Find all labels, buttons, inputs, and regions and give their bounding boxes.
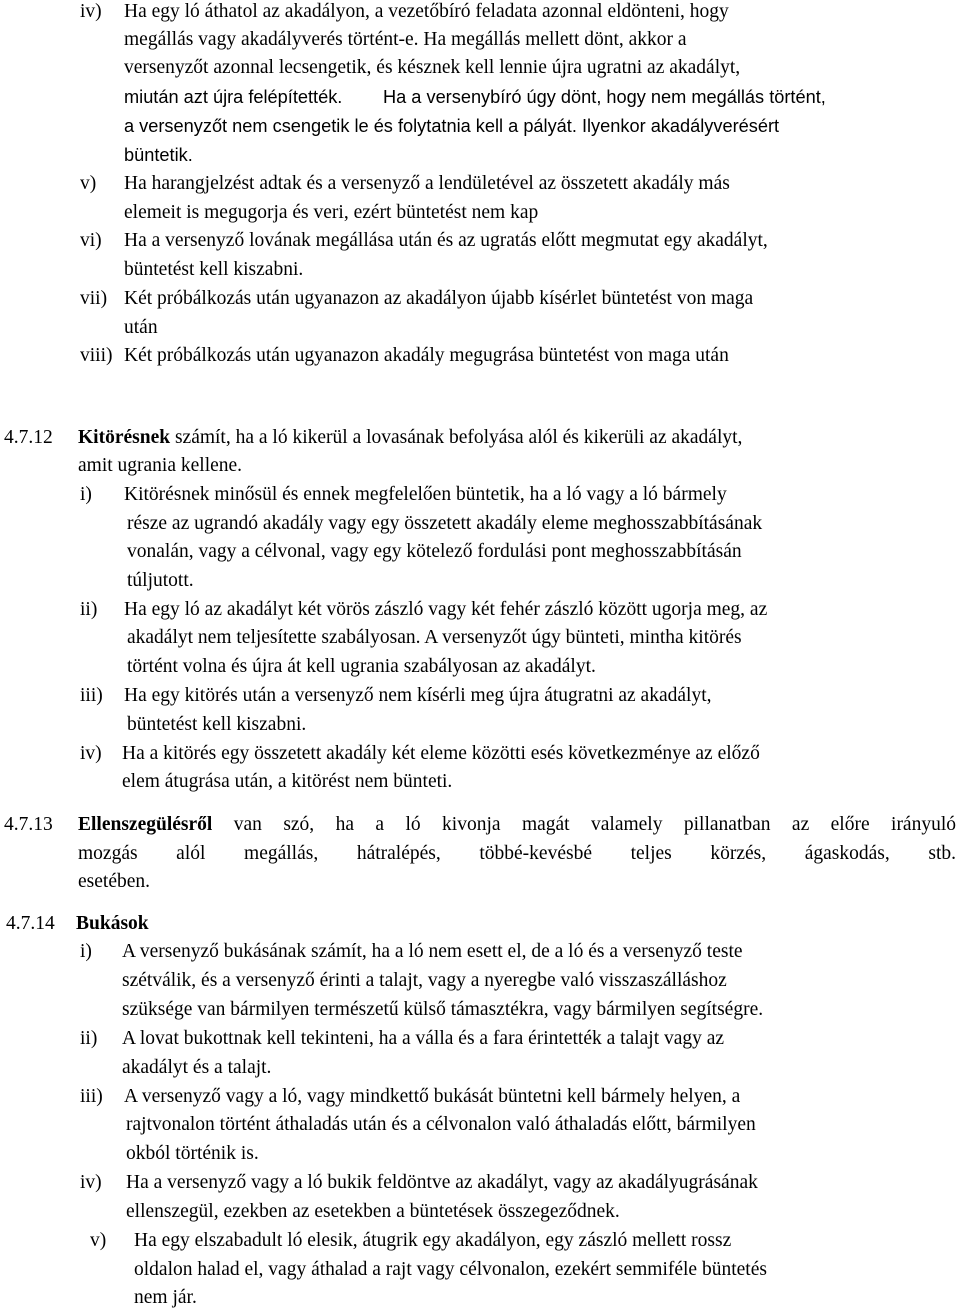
list-label: i) [80,941,92,962]
list-item-text: történt volna és újra át kell ugrania szabályosan az akadályt. [127,656,596,677]
list-label: ii) [80,1028,98,1049]
list-item-text: nem jár. [134,1287,197,1308]
list-item-text: vonalán, vagy a célvonal, vagy egy kötelező fordulási pont meghosszabbításán [127,541,742,562]
list-item-text: Ha a versenyző lovának megállása után és az ugratás előtt megmutat egy akadályt, [124,230,768,251]
list-label: iv) [80,1,102,22]
section-term: Kitörésnek [78,427,171,448]
list-item-text: büntetik. [124,145,193,165]
list-item-text: Ha a kitörés egy összetett akadály két eleme közötti esés következménye az előző [122,743,760,764]
list-item-text: Ha egy elszabadult ló elesik, átugrik egy akadályon, egy zászló mellett rossz [134,1230,732,1251]
section-text: mozgás alól megállás, hátralépés, többé-kevésbé teljes körzés, ágaskodás, stb. [78,843,956,864]
section-intro-text: amit ugrania kellene. [78,455,243,476]
list-item-text: A versenyző vagy a ló, vagy mindkettő bukását büntetni kell bármely helyen, a [124,1086,741,1107]
section-term: Ellenszegülésről [78,814,213,835]
list-item-text: megállás vagy akadályverés történt-e. Ha megállás mellett dönt, akkor a [124,29,687,50]
list-item-text: Ha egy ló áthatol az akadályon, a vezetőbíró feladata azonnal eldönteni, hogy [124,1,729,22]
list-item-text: okból történik is. [126,1143,259,1164]
list-item-text: Kitörésnek minősül és ennek megfelelően büntetik, ha a ló vagy a ló bármely [124,484,727,505]
list-item-text: büntetést kell kiszabni. [124,259,304,280]
list-item-text: A versenyző bukásának számít, ha a ló nem esett el, de a ló és a versenyző teste [122,941,743,962]
list-item-text: szétválik, és a versenyző érinti a talajt, vagy a nyeregbe való visszaszálláshoz [122,970,727,991]
list-item-text: elemeit is megugorja és veri, ezért büntetést nem kap [124,202,539,223]
section-number: 4.7.13 [4,814,53,835]
list-item-text: szüksége van bármilyen természetű külső támasztékra, vagy bármilyen segítségre. [122,999,764,1020]
list-label: iii) [80,685,103,706]
list-label: v) [80,173,97,194]
list-label: ii) [80,599,98,620]
list-label: iii) [80,1086,103,1107]
list-item-text: a versenyzőt nem csengetik le és folytatnia kell a pályát. Ilyenkor akadályverésért [124,116,780,136]
list-item-text: része az ugrandó akadály vagy egy összetett akadály eleme meghosszabbításának [127,513,763,534]
list-label: iv) [80,1172,102,1193]
section-intro [78,424,742,452]
list-item-text: Ha egy kitörés után a versenyző nem kísérli meg újra átugratni az akadályt, [124,685,712,706]
list-item-text: Két próbálkozás után ugyanazon akadály megugrása büntetést von maga után [124,345,729,366]
list-item-text: Ha a versenybíró úgy dönt, hogy nem megállás történt, [383,87,826,107]
list-item-text: akadályt nem teljesítette szabályosan. A versenyzőt úgy bünteti, mintha kitörés [127,627,742,648]
list-item-text: rajtvonalon történt áthaladás után és a célvonalon való áthaladás előtt, bármilyen [126,1114,756,1135]
list-label: v) [90,1230,107,1251]
section-text: esetében. [78,871,151,892]
list-label: viii) [80,345,113,366]
list-item-text: oldalon halad el, vagy áthalad a rajt vagy célvonalon, ezekért semmiféle büntetés [134,1259,767,1280]
list-item-text: elem átugrása után, a kitörést nem bünteti. [122,771,453,792]
list-label: vii) [80,288,108,309]
list-item-text: A lovat bukottnak kell tekinteni, ha a válla és a fara érintették a talajt vagy az [122,1028,725,1049]
list-item-text: Ha harangjelzést adtak és a versenyző a lendületével az összetett akadály más [124,173,730,194]
section-text [78,811,956,839]
list-item-text: Ha egy ló az akadályt két vörös zászló vagy két fehér zászló között ugorja meg, az [124,599,768,620]
section-intro-text: számít, ha a ló kikerül a lovasának befolyása alól és kikerüli az akadályt, [174,427,743,448]
section-number: 4.7.14 [6,913,55,934]
section-number: 4.7.12 [4,427,53,448]
list-item-text: akadályt és a talajt. [122,1057,272,1078]
list-item-text: Két próbálkozás után ugyanazon az akadályon újabb kísérlet büntetést von maga [124,288,754,309]
list-item-text: miután azt újra felépítették. [124,87,343,107]
list-item-text: ellenszegül, ezekben az esetekben a büntetések összegeződnek. [126,1201,620,1222]
list-item-text: túljutott. [127,570,194,591]
list-label: vi) [80,230,102,251]
list-label: iv) [80,743,102,764]
list-item-text: Ha a versenyző vagy a ló bukik feldöntve az akadályt, vagy az akadályugrásának [126,1172,758,1193]
list-item-text: után [124,317,158,338]
list-label: i) [80,484,92,505]
section-title: Bukások [76,913,149,934]
list-item-text: büntetést kell kiszabni. [127,714,307,735]
section-text-rest: van szó, ha a ló kivonja magát valamely pillanatban az előre irányuló [233,814,957,835]
list-item-text: versenyzőt azonnal lecsengetik, és késznek kell lennie újra ugratni az akadályt, [124,57,741,78]
